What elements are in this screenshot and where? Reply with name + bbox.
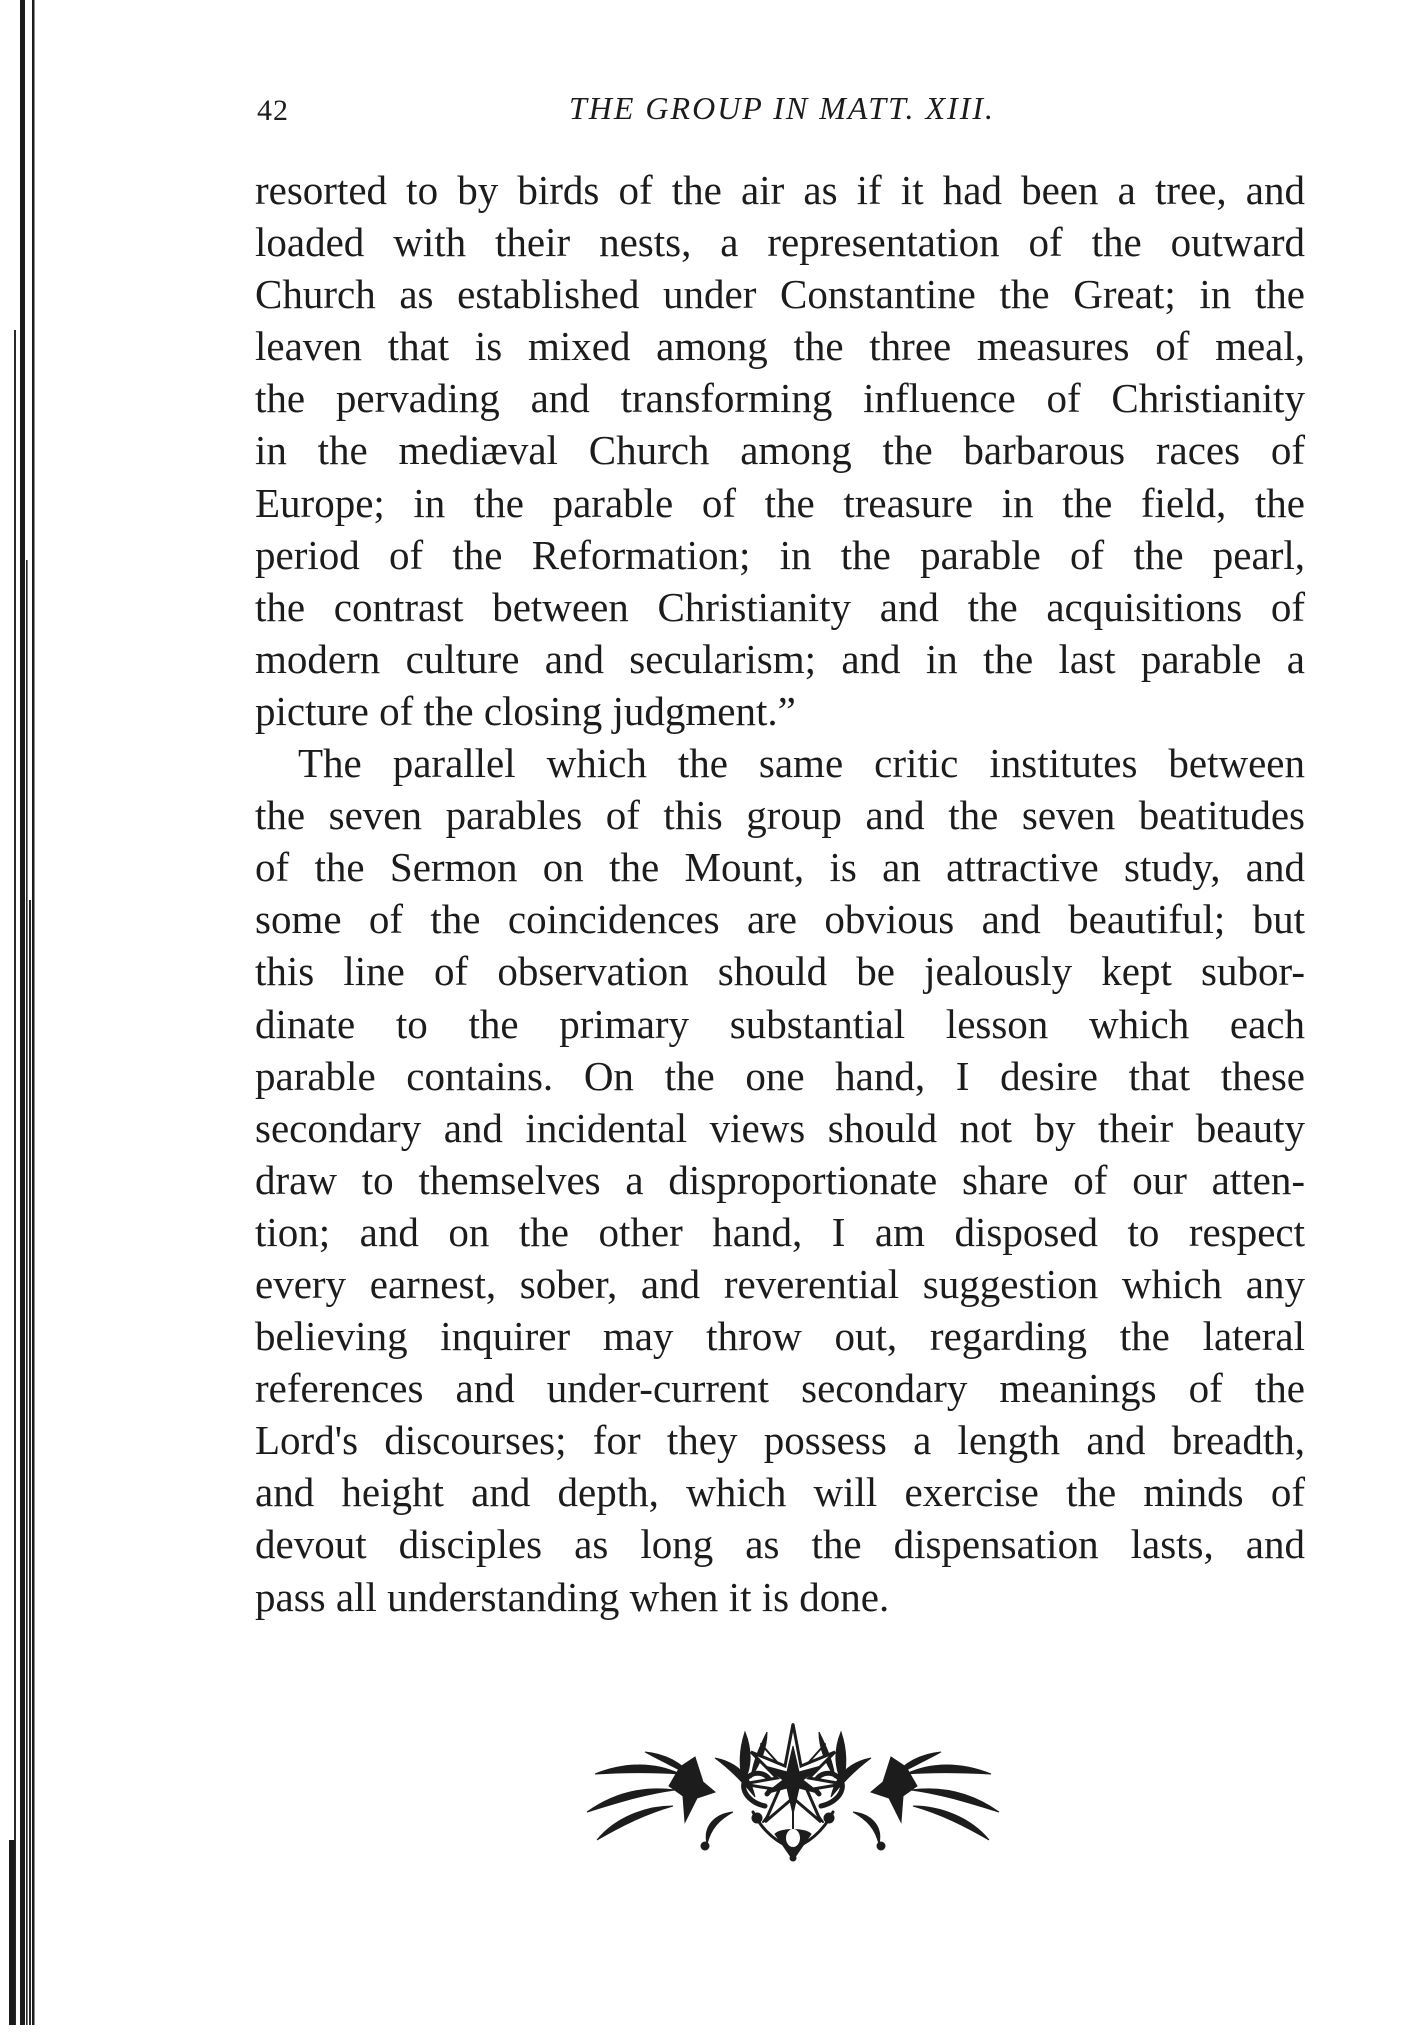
- text-line: modern culture and secularism; and in the last parable a: [255, 635, 1305, 682]
- running-head-title: THE GROUP IN MATT. XIII.: [568, 90, 996, 126]
- text-line: Europe; in the parable of the treasure in the field, the: [255, 479, 1305, 526]
- text-line: dinate to the primary substantial lesson which each: [255, 1000, 1305, 1047]
- text-line: every earnest, sober, and reverential suggestion which any: [255, 1260, 1305, 1307]
- text-line: loaded with their nests, a representation of the outward: [255, 219, 1305, 266]
- text-line: the pervading and transforming influence of Christianity: [255, 375, 1305, 422]
- floral-star-tailpiece-icon: [585, 1722, 1001, 1862]
- text-line: tion; and on the other hand, I am disposed to respect: [255, 1208, 1305, 1255]
- text-line: secondary and incidental views should not by their beauty: [255, 1104, 1305, 1151]
- text-line: pass all understanding when it is done.: [255, 1573, 890, 1620]
- text-line: the contrast between Christianity and the acquisitions of: [255, 583, 1305, 630]
- text-line: some of the coincidences are obvious and beautiful; but: [255, 896, 1305, 943]
- text-line: devout disciples as long as the dispensation lasts, and: [255, 1521, 1305, 1568]
- text-line: picture of the closing judgment.”: [255, 687, 796, 734]
- page-binding-edge: [0, 0, 50, 2037]
- text-line: in the mediæval Church among the barbarous races of: [255, 427, 1305, 474]
- text-line: Church as established under Constantine the Great; in the: [255, 271, 1305, 318]
- body-text: [255, 164, 1305, 1623]
- text-line: the seven parables of this group and the seven beatitudes: [255, 792, 1305, 839]
- paragraph-2: [255, 737, 1305, 1623]
- text-line: Lord's discourses; for they possess a length and breadth,: [255, 1417, 1305, 1464]
- text-line: The parallel which the same critic institutes between: [298, 740, 1305, 787]
- text-line: draw to themselves a disproportionate share of our atten-: [255, 1156, 1305, 1203]
- text-line: period of the Reformation; in the parable of the pearl,: [255, 531, 1305, 578]
- text-line: believing inquirer may throw out, regarding the lateral: [255, 1313, 1305, 1360]
- page-number: 42: [257, 94, 289, 127]
- paragraph-1: [255, 164, 1305, 737]
- text-line: resorted to by birds of the air as if it had been a tree, and: [255, 167, 1305, 213]
- text-line: leaven that is mixed among the three measures of meal,: [255, 323, 1305, 370]
- text-line: of the Sermon on the Mount, is an attractive study, and: [255, 844, 1305, 891]
- text-line: references and under-current secondary meanings of the: [255, 1365, 1305, 1412]
- running-head: [255, 88, 1305, 128]
- text-line: parable contains. On the one hand, I desire that these: [255, 1052, 1305, 1099]
- text-line: and height and depth, which will exercise the minds of: [255, 1469, 1305, 1516]
- text-line: this line of observation should be jealously kept subor-: [255, 948, 1305, 995]
